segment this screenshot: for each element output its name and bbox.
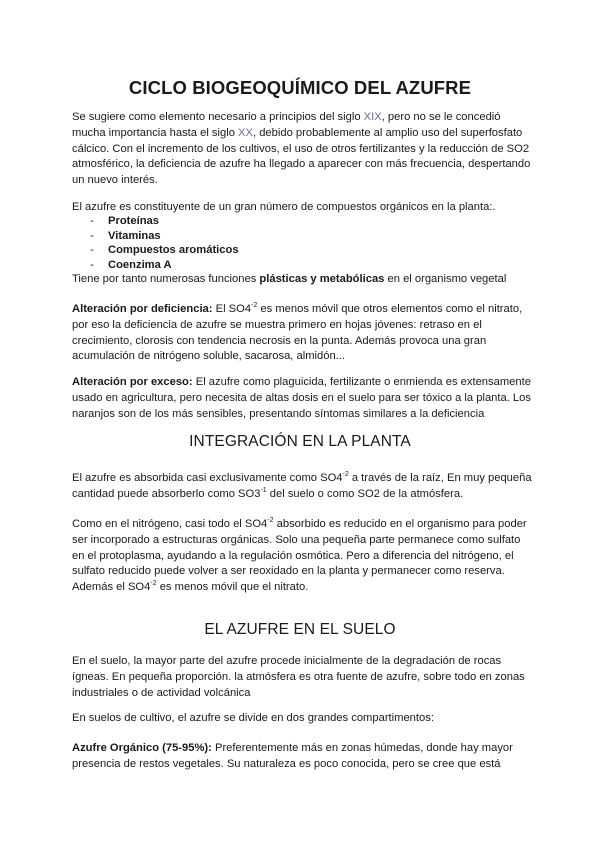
list-item-label: Vitaminas xyxy=(108,229,161,242)
functions-paragraph xyxy=(72,272,532,288)
integration-text: es menos móvil que el nitrato. xyxy=(156,581,309,594)
compounds-list xyxy=(90,214,510,272)
superscript: -2 xyxy=(150,580,157,588)
list-item-label: Proteínas xyxy=(108,215,159,227)
list-item xyxy=(90,214,510,229)
integration-text: del suelo o como SO2 de la atmósfera. xyxy=(266,487,464,500)
soil-paragraph-2: En suelos de cultivo, el azufre se divide en dos grandes compartimentos: xyxy=(72,712,434,724)
deficiency-paragraph xyxy=(72,302,532,365)
excess-paragraph xyxy=(72,375,532,422)
integration-text: El azufre es absorbida casi exclusivamente como SO4 xyxy=(72,472,343,484)
superscript: -2 xyxy=(342,471,349,478)
intro-text: , debido probablemente al amplio uso del superfosfato cálcico. Con el incremento de los cultivos, el uso de otros fertilizantes y la reducción de SO2 atmosférico, la deficiencia de azufre ha llegado a aparecer con más frecuencia, despertando un nuevo interés. xyxy=(72,126,531,187)
organic-sulfur-text: Preferentemente más en zonas húmedas, donde hay mayor presencia de restos vegetales. Su naturaleza es poco conocida, pero se cree que está xyxy=(72,742,513,770)
organic-sulfur-label: Azufre Orgánico (75-95%): xyxy=(72,742,212,754)
functions-suffix: en el organismo vegetal xyxy=(384,273,507,285)
list-dash: - xyxy=(90,258,94,271)
functions-bold: plásticas y metabólicas xyxy=(259,273,385,285)
integration-paragraph-1 xyxy=(72,471,532,503)
list-item xyxy=(90,258,510,273)
list-item xyxy=(90,243,510,258)
century-xix: XIX xyxy=(363,111,382,123)
list-item-label: Coenzima A xyxy=(108,258,172,271)
page-title: CICLO BIOGEOQUÍMICO DEL AZUFRE xyxy=(128,77,472,98)
section-heading-soil: EL AZUFRE EN EL SUELO xyxy=(204,621,396,638)
integration-text: absorbido es reducido en el organismo para poder ser incorporado a estructuras orgánicas. Solo una pequeña parte permanece como sulfato en el protoplasma, ayudando a la regulación osmótica. Pero a diferencia del nitrógeno, el sulfato reducido puede volver a ser reoxidado en la planta y permanecer como reserva. Además el SO4 xyxy=(72,518,527,594)
list-item-label: Compuestos aromáticos xyxy=(108,244,239,256)
deficiency-label: Alteración por deficiencia: xyxy=(72,303,213,315)
deficiency-text: es menos móvil que otros elementos como el nitrato, por eso la deficiencia de azufre se muestra primero en hojas jóvenes: retraso en el crecimiento, clorosis con tendencia necrosis en la punta. Además provoca una gran acumulación de nitrógeno soluble, sacarosa, almidón... xyxy=(72,303,523,363)
list-dash: - xyxy=(90,244,94,256)
constituent-lead: El azufre es constituyente de un gran número de compuestos orgánicos en la planta:. xyxy=(72,201,496,213)
list-dash: - xyxy=(90,229,94,242)
intro-text: , pero no se le concedió mucha importancia hasta el siglo xyxy=(72,111,501,139)
intro-text: Se sugiere como elemento necesario a principios del siglo xyxy=(72,111,364,123)
superscript: -2 xyxy=(251,302,258,309)
integration-text: Como en el nitrógeno, casi todo el SO4 xyxy=(72,518,268,530)
excess-label: Alteración por exceso: xyxy=(72,376,193,388)
section-heading-integration: INTEGRACIÓN EN LA PLANTA xyxy=(189,433,411,450)
list-dash: - xyxy=(90,215,94,227)
functions-prefix: Tiene por tanto numerosas funciones xyxy=(72,273,260,285)
excess-text: El azufre como plaguicida, fertilizante o enmienda es extensamente usado en agricultura, pero necesita de altas dosis en el suelo para ser tóxico a la planta. Los naranjos son de los más sensibles, presentando síntomas similares a la deficiencia xyxy=(72,376,531,420)
superscript: -1 xyxy=(260,486,267,494)
organic-sulfur-paragraph xyxy=(72,741,532,773)
integration-paragraph-2 xyxy=(72,517,532,596)
century-xx: XX xyxy=(238,126,253,139)
superscript: -2 xyxy=(267,517,274,524)
integration-text: a través de la raíz, En muy pequeña cantidad puede absorberlo como SO3 xyxy=(72,472,532,500)
list-item xyxy=(90,229,510,244)
soil-paragraph-1: En el suelo, la mayor parte del azufre procede inicialmente de la degradación de rocas ígneas. En pequeña proporción. la atmósfera es otra fuente de azufre, sobre todo en zonas industriales o de actividad volcánica xyxy=(72,655,525,699)
deficiency-text: El SO4 xyxy=(212,303,252,315)
intro-paragraph xyxy=(72,110,532,189)
